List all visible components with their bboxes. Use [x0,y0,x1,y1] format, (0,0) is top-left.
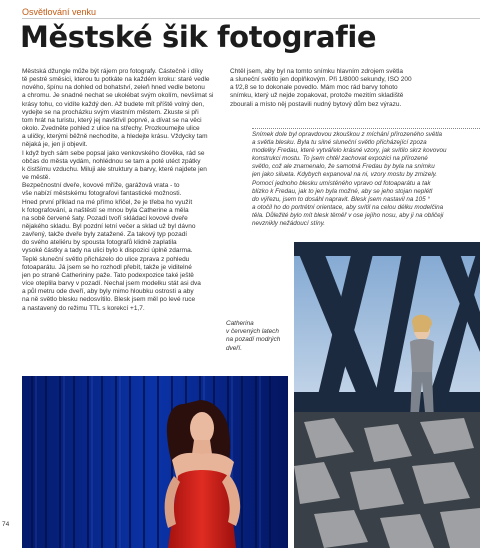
model-red-dress-illustration [22,376,288,548]
photo-caption: Catherina v červených latech na pozadí modrých dveří. [226,320,281,352]
page-title: Městské šik fotografie [20,20,377,54]
body-text-right-column: Chtěl jsem, aby byl na tomto snímku hlavním zdrojem světla a sluneční světlo jen doplňkovým. Při 1/8000 sekundy, ISO 200 a f/2,8 se to dokonale povedlo. Mám moc rád barvy tohoto snímku, který už nejde zopakovat, protože mezitím skladiště zbourali a místo něj postavili nudný bytový dům bez výrazu. [230,68,412,108]
page-number: 74 [2,521,10,528]
body-text-left-column: Městská džungle může být rájem pro fotografy. Částečně i díky tě pestré směsici, kterou tu potkáte na každém kroku: staré vedle nového, špínu na dohled od bohatství, zeleň hned vedle betonu a chromu. Je snadné nechat se ukolébat svým okolím, nevšímat si krásy tohu, co vidíte každý den. Až budete mít příště volný den, vydejte se na procházku svým vlastním městem. Zkuste si při tom hrát na turistu, který jej navštívil poprvé, a dívat se na věci okolo. Zvedněte pohled z ulice na střechy. Prozkoumejte ulice a uličky, kterými běžně nechodíte, a hledejte krásu. Vždycky tam nějaká je, jen ji objevit. I když bych sám sebe popsal jako venkovského člověka, rád se občas do města vydám, nohlédnou se tam a poté utéct zpátky k čistšímu vzduchu. Miluji ale struktury a barvy, které najdete jen ve městě. Bezpečnostní dveře, kovové mříže, garážová vrata - to vše nabízí městskému fotografovi fantastické možnosti. Hned první příklad na mé přímo křičel, že je třeba ho využít k fotografování, a naštěstí se mnou byla Catherine a měla na sobě červené šaty. Pozadí tvoří skládací kovové dveře nějakého skladu. Byl pozdní letní večer a sklad už byl dávno zavřený, takže dveře byly zatažené. Za takový typ pozadí do svého ateliéru by spousta fotografů klidně zaplatila vysoké částky a tady na ulici bylo k dispozici úplně zdarma. Teplé sluneční světlo přicházelo do ulice zprava z pohledu fotoaparátu. Já jsem se ho rozhodl přebít, takže je viditelné jen po straně Catherininy paže. Tato podexpozice také ještě více oteplila barvy v pozadí. Nechal jsem modelku stát asi dva a půl metru ode dveří, aby byly mimo hloubku ostrosti a aby na ně světlo blesku nedosvítilo. Blesk jsem měl po levé ruce a nastavený do režimu TTL s korekcí +1,7. [22,68,214,312]
bridge-scene-illustration [294,242,480,548]
bridge-shadows-photo [294,242,480,548]
model-red-dress-photo [22,376,288,548]
sidebar-callout-text: Snímek dole byl opravdovou zkouškou z míchání přirozeného světla a světla blesku. Byla tu silné sluneční světlo přicházející zpoza modelky Fredau, které vytvářelo krásné vzory, jak svítilo skrz kovovou konstrukci mostu. To jsem chtěl zachovat expozici na přirozené světlo, což ale znamenalo, že samotná Fredau by byla na snímku jen jako silueta. Kdybych expanoval na ni, vzory mostu by zmizely. Pomocí jednoho blesku umístěného vpravo od fotoaparátu a tak blízko k Fredau, jak to jen byla možné, aby se jeho stojan neplétl do výřezu, jsem to dosáhl napravit. Blesk jsem nastavil na 105 ° a otočil ho do portrétní orientace, aby svítil na celou délku modelčina těla. Důležité bylo mít blesk těměř v ose jejího nosu, aby ji na obličeji nevznikly nežádoucí stíny. [252,128,480,248]
section-label: Osvětlování venku [22,7,97,17]
